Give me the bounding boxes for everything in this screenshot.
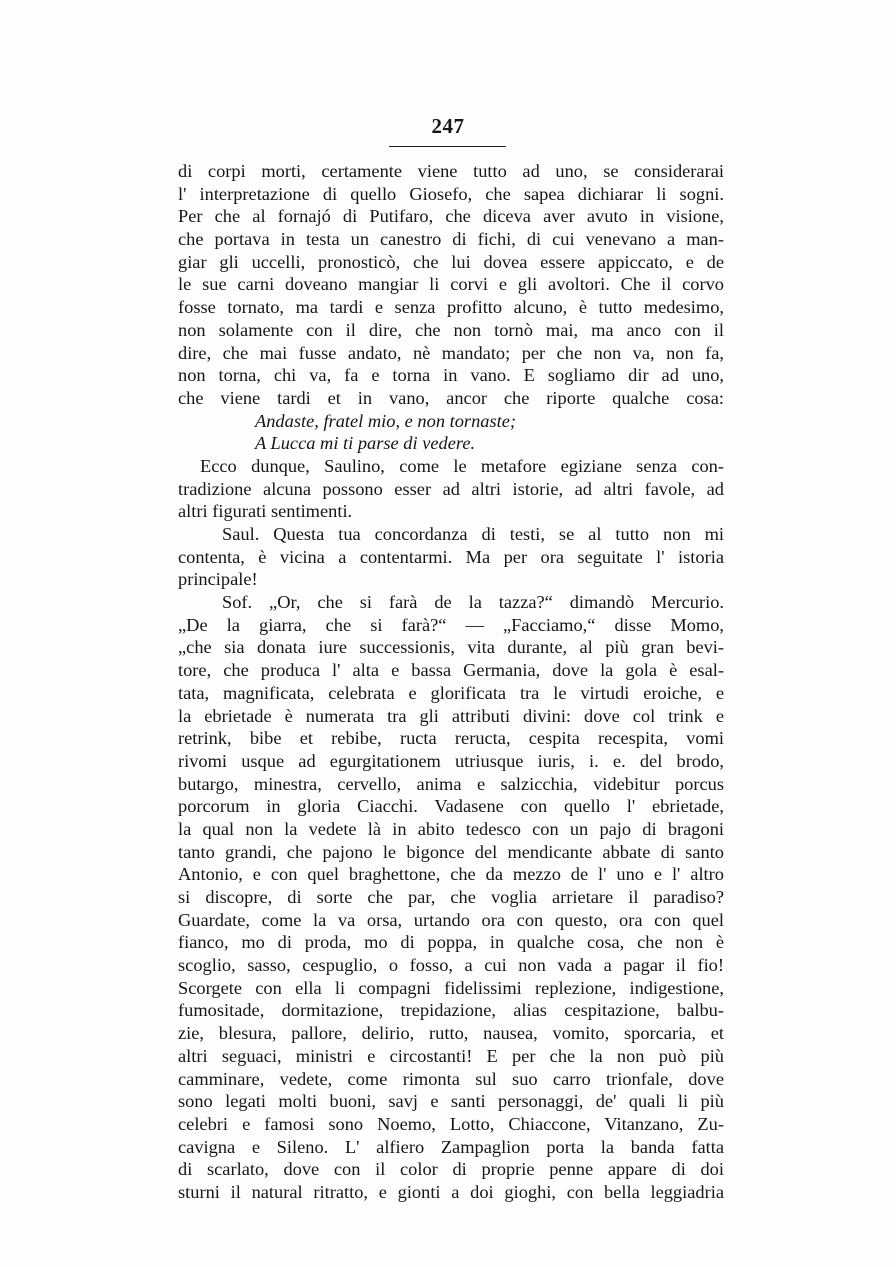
text-line: non torna, chi va, fa e torna in vano. E sogliamo dir ad uno, xyxy=(178,365,724,386)
text-line: zie, blesura, pallore, delirio, rutto, nausea, vomito, sporcaria, et xyxy=(178,1023,724,1044)
text-line: retrink, bibe et rebibe, ructa reructa, cespita recespita, vomi xyxy=(178,728,724,749)
text-line: di corpi morti, certamente viene tutto ad uno, se considerarai xyxy=(178,161,724,181)
text-line: Ecco dunque, Saulino, come le metafore egiziane senza con- xyxy=(200,455,724,476)
text-line: l' interpretazione di quello Giosefo, che sapea dichiarar li sogni. xyxy=(178,183,724,204)
text-line: tore, che produca l' alta e bassa Germania, dove la gola è esal- xyxy=(178,660,724,681)
text-line: Antonio, e con quel braghettone, che da mezzo de l' uno e l' altro xyxy=(178,864,724,885)
text-line: di scarlato, dove con il color di proprie penne appare di doi xyxy=(178,1159,724,1180)
text-line: fosse tornato, ma tardi e senza profitto alcuno, è tutto medesimo, xyxy=(178,297,724,318)
text-line: contenta, è vicina a contentarmi. Ma per ora seguitate l' istoria xyxy=(178,546,724,567)
text-line: altri figurati sentimenti. xyxy=(178,501,353,522)
text-line: la ebrietade è numerata tra gli attributi divini: dove col trink e xyxy=(178,705,724,726)
text-line: Per che al fornajó di Putifaro, che diceva aver avuto in visione, xyxy=(178,206,724,227)
verse-line: A Lucca mi ti parse di vedere. xyxy=(255,433,476,454)
text-line: sturni il natural ritratto, e gionti a doi gioghi, con bella leggiadria xyxy=(178,1181,724,1202)
text-line: celebri e famosi sono Noemo, Lotto, Chiaccone, Vitanzano, Zu- xyxy=(178,1113,724,1134)
text-line: principale! xyxy=(178,569,258,590)
text-line: Sof. „Or, che si farà de la tazza?“ dimandò Mercurio. xyxy=(222,592,724,613)
text-line: tanto grandi, che pajono le bigonce del mendicante abbate di santo xyxy=(178,841,724,862)
text-line: che portava in testa un canestro di fichi, di cui venevano a man- xyxy=(178,229,724,250)
text-line: tradizione alcuna possono esser ad altri istorie, ad altri favole, ad xyxy=(178,478,724,499)
text-line: scoglio, sasso, cespuglio, o fosso, a cui non vada a pagar il fio! xyxy=(178,955,724,976)
text-line: tata, magnificata, celebrata e glorificata tra le virtudi eroiche, e xyxy=(178,682,724,703)
text-line: porcorum in gloria Ciacchi. Vadasene con quello l' ebrietade, xyxy=(178,796,724,817)
text-line: la qual non la vedete là in abito tedesco con un pajo di bragoni xyxy=(178,818,724,839)
text-line: che viene tardi et in vano, ancor che riporte qualche cosa: xyxy=(178,387,724,408)
body-text xyxy=(178,160,724,1204)
text-line: le sue carni doveano mangiar li corvi e gli avoltori. Che il corvo xyxy=(178,274,724,295)
text-line: dire, che mai fusse andato, nè mandato; per che non va, non fa, xyxy=(178,342,724,363)
text-line: Saul. Questa tua concordanza di testi, se al tutto non mi xyxy=(222,524,724,544)
verse-line: Andaste, fratel mio, e non tornaste; xyxy=(255,410,517,431)
text-line: Guardate, come la va orsa, urtando ora con questo, ora con quel xyxy=(178,909,724,930)
page-number: 247 xyxy=(431,114,465,138)
header-rule xyxy=(389,146,506,147)
text-line: cavigna e Sileno. L' alfiero Zampaglion porta la banda fatta xyxy=(178,1136,724,1157)
text-line: altri seguaci, ministri e circostanti! E per che la non può più xyxy=(178,1045,724,1066)
text-line: Scorgete con ella li compagni fidelissimi replezione, indigestione, xyxy=(178,977,724,998)
text-line: camminare, vedete, come rimonta sul suo carro trionfale, dove xyxy=(178,1068,724,1089)
text-line: fumositade, dormitazione, trepidazione, alias cespitazione, balbu- xyxy=(178,1000,724,1021)
text-line: rivomi usque ad egurgitationem utriusque iuris, i. e. del brodo, xyxy=(178,750,724,771)
text-line: „De la giarra, che si farà?“ — „Facciamo,“ disse Momo, xyxy=(178,614,724,635)
text-line: fianco, mo di proda, mo di poppa, in qualche cosa, che non è xyxy=(178,932,724,953)
text-line: giar gli uccelli, pronosticò, che lui dovea essere appiccato, e de xyxy=(178,251,724,272)
text-line: si discopre, di sorte che par, che voglia arrietare il paradiso? xyxy=(178,887,724,907)
text-line: „che sia donata iure successionis, vita durante, al più gran bevi- xyxy=(178,637,724,658)
text-line: non solamente con il dire, che non tornò mai, ma anco con il xyxy=(178,319,724,340)
text-line: sono legati molti buoni, savj e santi personaggi, de' quali li più xyxy=(178,1091,724,1112)
text-line: butargo, minestra, cervello, anima e salzicchia, videbitur porcus xyxy=(178,773,724,794)
